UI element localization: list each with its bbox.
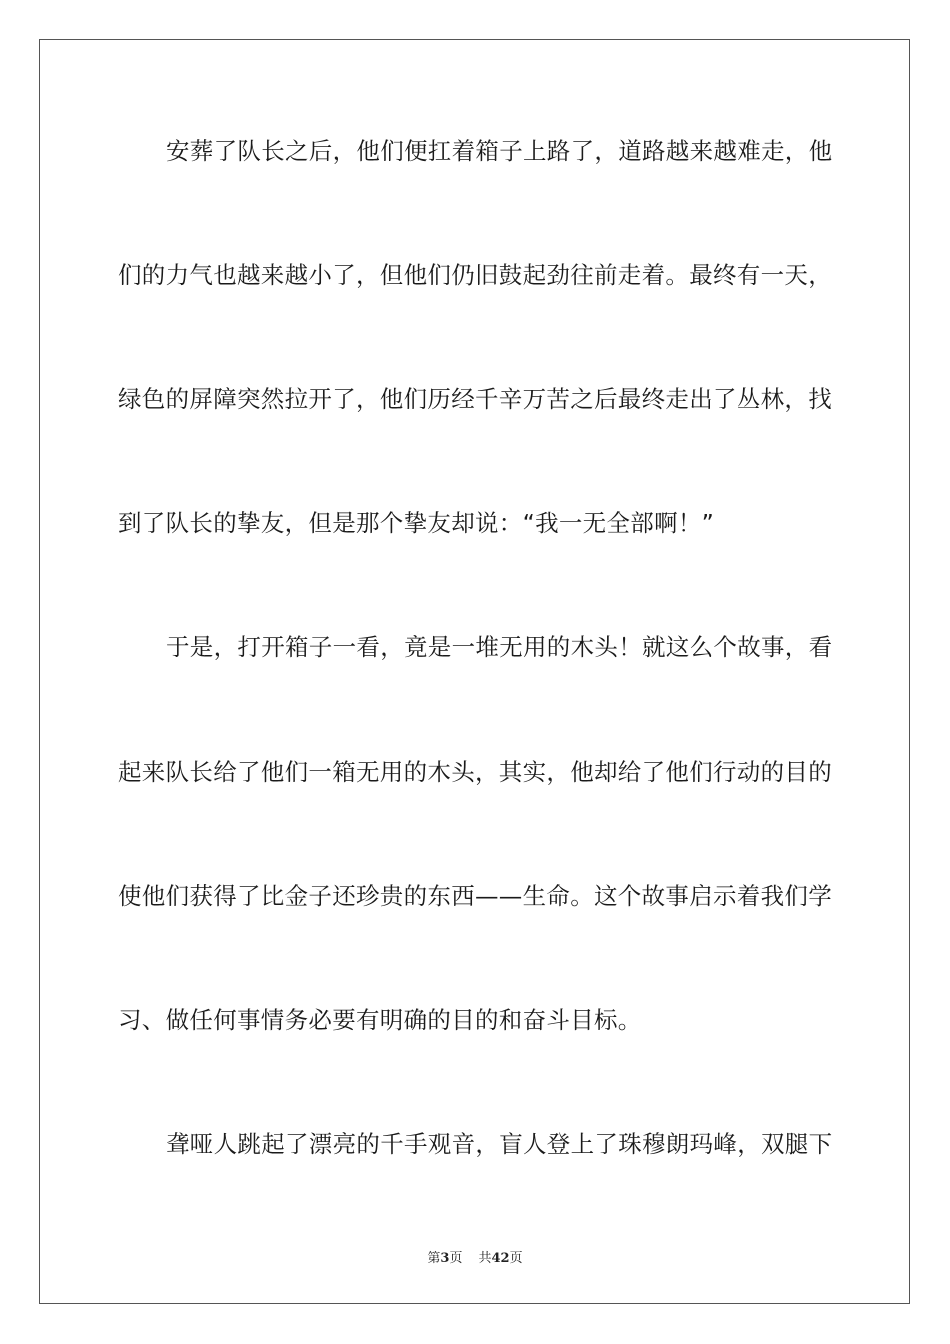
total-label-suffix: 页 [509, 1251, 523, 1266]
total-label-prefix: 共 [478, 1251, 492, 1266]
page-border [39, 39, 910, 1304]
text-line: 绿色的屏障突然拉开了，他们历经千辛万苦之后最终走出了丛林，找 [118, 385, 832, 413]
text-line: 聋哑人跳起了漂亮的千手观音，盲人登上了珠穆朗玛峰，双腿下 [166, 1130, 833, 1158]
text-line: 们的力气也越来越小了，但他们仍旧鼓起劲往前走着。最终有一天， [118, 261, 832, 289]
page-label-suffix: 页 [449, 1251, 463, 1266]
text-line: 到了队长的挚友，但是那个挚友却说：“我一无全部啊！” [118, 509, 715, 537]
page-label-prefix: 第 [427, 1251, 441, 1266]
text-line: 起来队长给了他们一箱无用的木头，其实，他却给了他们行动的目的 [118, 758, 832, 786]
total-pages: 42 [491, 1251, 510, 1266]
page-number: 3 [440, 1251, 450, 1266]
text-line: 安葬了队长之后，他们便扛着箱子上路了，道路越来越难走，他 [166, 137, 833, 165]
page-footer [0, 1247, 950, 1266]
text-line: 于是，打开箱子一看，竟是一堆无用的木头！就这么个故事，看 [166, 633, 833, 661]
text-line: 习、做任何事情务必要有明确的目的和奋斗目标。 [118, 1006, 642, 1034]
text-line: 使他们获得了比金子还珍贵的东西——生命。这个故事启示着我们学 [118, 882, 832, 910]
